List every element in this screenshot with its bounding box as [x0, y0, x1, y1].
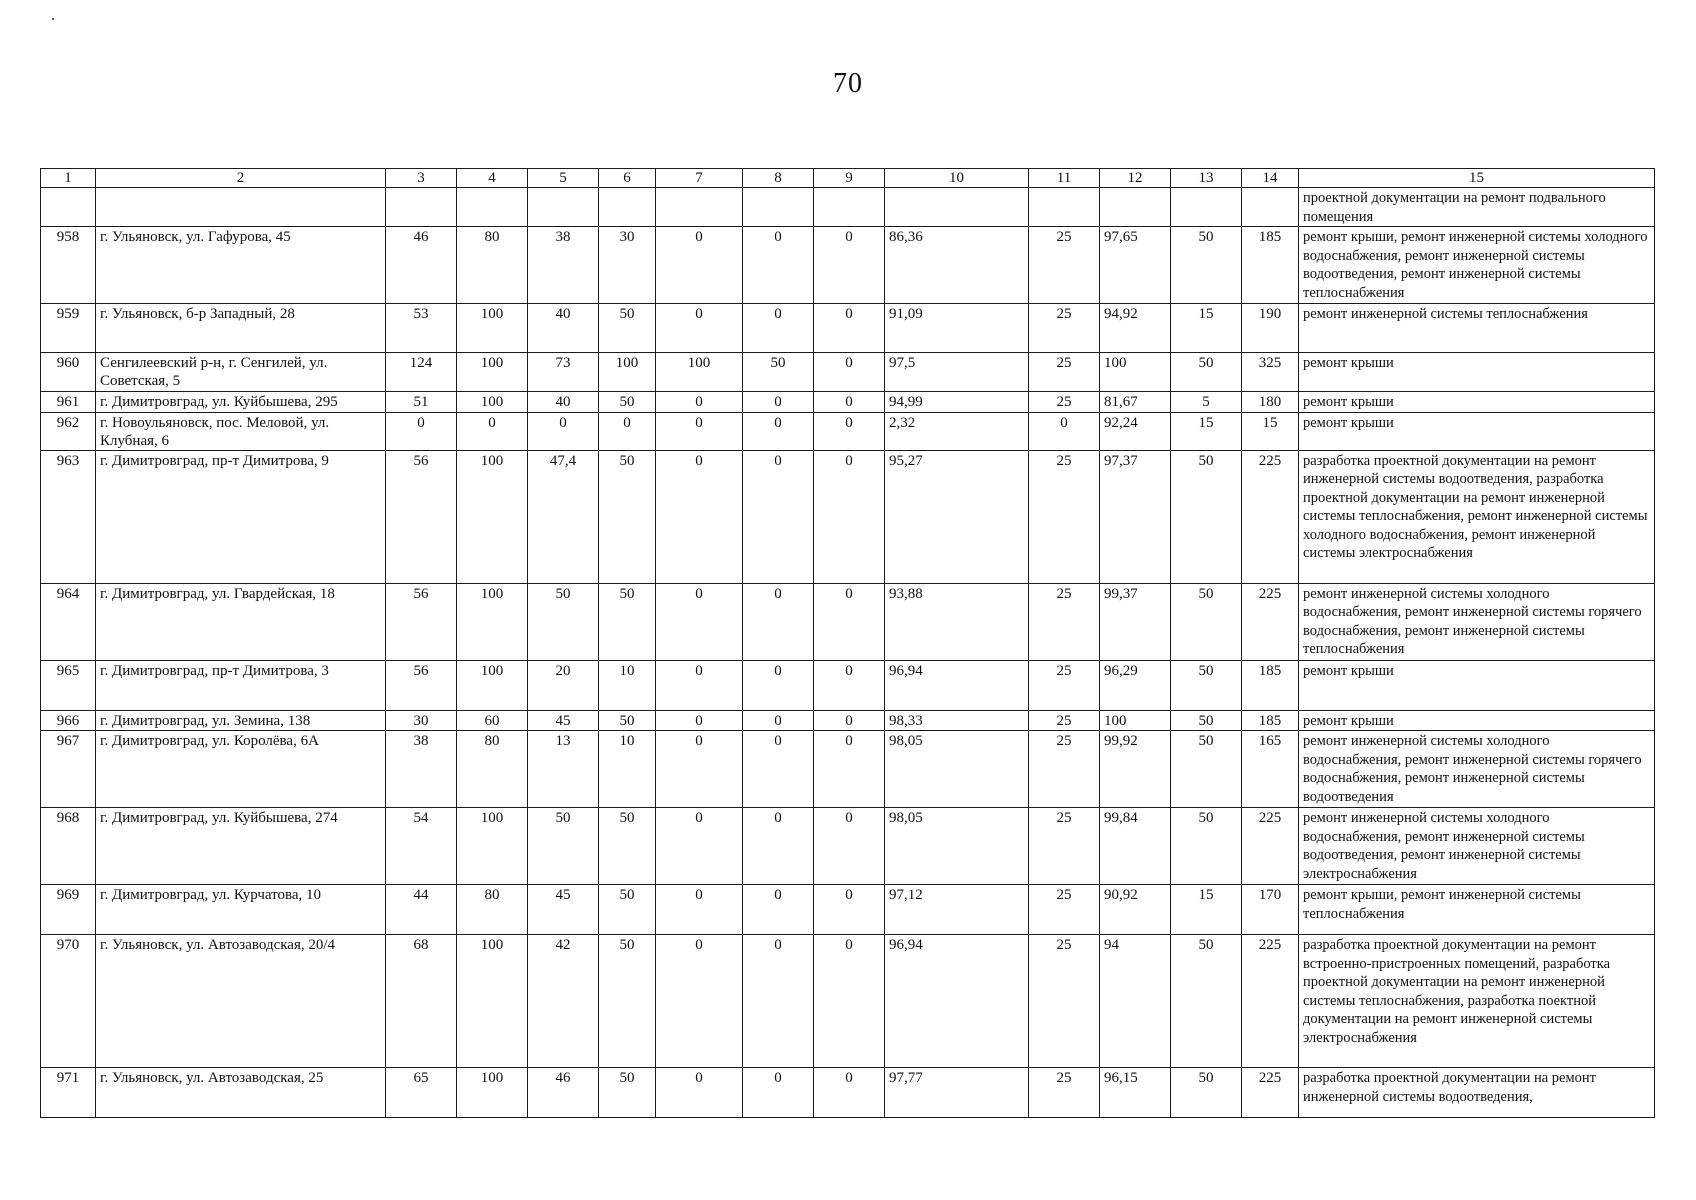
table-row [41, 731, 1655, 808]
value-cell: 94 [1100, 935, 1171, 1068]
value-cell: 0 [814, 1068, 885, 1118]
address-cell: г. Димитровград, ул. Земина, 138 [96, 710, 386, 731]
row-number-cell: 962 [41, 412, 96, 450]
value-cell: 25 [1029, 304, 1100, 353]
value-cell: 60 [457, 710, 528, 731]
work-type-cell: разработка проектной документации на ремонт встроенно-пристроенных помещений, разработка проектной документации на ремонт инженерной системы теплоснабжения, разработка поектной документации на ремонт инженерной системы электроснабжения [1299, 935, 1655, 1068]
value-cell: 0 [743, 304, 814, 353]
address-cell: г. Димитровград, пр-т Димитрова, 3 [96, 660, 386, 710]
value-cell: 50 [1171, 935, 1242, 1068]
value-cell: 45 [528, 885, 599, 935]
work-type-cell: ремонт инженерной системы теплоснабжения [1299, 304, 1655, 353]
work-type-cell: ремонт крыши [1299, 353, 1655, 392]
value-cell: 0 [814, 885, 885, 935]
column-number-1: 1 [41, 169, 96, 188]
value-cell: 100 [457, 450, 528, 583]
value-cell: 225 [1242, 1068, 1299, 1118]
table-row [41, 935, 1655, 1068]
value-cell: 53 [386, 304, 457, 353]
value-cell: 50 [743, 353, 814, 392]
value-cell: 100 [457, 660, 528, 710]
table-row [41, 304, 1655, 353]
value-cell: 0 [743, 935, 814, 1068]
value-cell: 50 [599, 304, 656, 353]
address-cell: Сенгилеевский р-н, г. Сенгилей, ул. Советская, 5 [96, 353, 386, 392]
value-cell [814, 188, 885, 227]
value-cell: 50 [1171, 450, 1242, 583]
value-cell: 15 [1171, 412, 1242, 450]
address-cell: г. Димитровград, ул. Курчатова, 10 [96, 885, 386, 935]
value-cell [457, 188, 528, 227]
value-cell: 0 [743, 885, 814, 935]
address-cell: г. Ульяновск, ул. Автозаводская, 20/4 [96, 935, 386, 1068]
value-cell: 0 [814, 353, 885, 392]
value-cell [528, 188, 599, 227]
value-cell: 96,94 [885, 660, 1029, 710]
value-cell: 54 [386, 808, 457, 885]
row-number-cell: 968 [41, 808, 96, 885]
value-cell: 170 [1242, 885, 1299, 935]
address-cell: г. Димитровград, ул. Куйбышева, 274 [96, 808, 386, 885]
value-cell: 25 [1029, 353, 1100, 392]
value-cell: 13 [528, 731, 599, 808]
value-cell: 0 [656, 412, 743, 450]
value-cell: 50 [599, 392, 656, 413]
value-cell [1171, 188, 1242, 227]
table-row [41, 1068, 1655, 1118]
value-cell: 73 [528, 353, 599, 392]
value-cell [599, 188, 656, 227]
value-cell: 38 [528, 227, 599, 304]
column-number-6: 6 [599, 169, 656, 188]
value-cell: 100 [457, 808, 528, 885]
value-cell: 38 [386, 731, 457, 808]
value-cell: 96,94 [885, 935, 1029, 1068]
row-number-cell: 970 [41, 935, 96, 1068]
value-cell: 0 [814, 392, 885, 413]
value-cell: 94,92 [1100, 304, 1171, 353]
value-cell: 99,92 [1100, 731, 1171, 808]
value-cell: 50 [599, 885, 656, 935]
value-cell: 30 [599, 227, 656, 304]
row-number-cell: 958 [41, 227, 96, 304]
work-type-cell: ремонт инженерной системы холодного водоснабжения, ремонт инженерной системы горячего водоснабжения, ремонт инженерной системы водоотведения [1299, 731, 1655, 808]
row-number-cell: 961 [41, 392, 96, 413]
table-row [41, 227, 1655, 304]
value-cell: 0 [743, 583, 814, 660]
column-number-11: 11 [1029, 169, 1100, 188]
value-cell: 50 [528, 583, 599, 660]
row-number-cell: 967 [41, 731, 96, 808]
value-cell: 50 [1171, 710, 1242, 731]
value-cell [1242, 188, 1299, 227]
value-cell [743, 188, 814, 227]
address-cell: г. Ульяновск, ул. Автозаводская, 25 [96, 1068, 386, 1118]
value-cell: 50 [599, 583, 656, 660]
value-cell: 98,05 [885, 731, 1029, 808]
value-cell: 98,33 [885, 710, 1029, 731]
value-cell: 185 [1242, 660, 1299, 710]
value-cell: 56 [386, 583, 457, 660]
value-cell [885, 188, 1029, 227]
value-cell: 50 [1171, 731, 1242, 808]
value-cell: 42 [528, 935, 599, 1068]
value-cell: 0 [743, 1068, 814, 1118]
value-cell: 97,65 [1100, 227, 1171, 304]
value-cell: 10 [599, 731, 656, 808]
value-cell: 50 [528, 808, 599, 885]
value-cell: 0 [814, 412, 885, 450]
column-number-3: 3 [386, 169, 457, 188]
value-cell: 100 [656, 353, 743, 392]
value-cell: 80 [457, 731, 528, 808]
value-cell: 0 [656, 583, 743, 660]
value-cell: 40 [528, 304, 599, 353]
table-row [41, 450, 1655, 583]
value-cell: 0 [656, 450, 743, 583]
value-cell: 0 [743, 227, 814, 304]
value-cell: 47,4 [528, 450, 599, 583]
value-cell: 25 [1029, 731, 1100, 808]
work-type-cell: проектной документации на ремонт подвального помещения [1299, 188, 1655, 227]
value-cell: 95,27 [885, 450, 1029, 583]
work-type-cell: ремонт крыши [1299, 660, 1655, 710]
table-row [41, 412, 1655, 450]
address-cell: г. Ульяновск, ул. Гафурова, 45 [96, 227, 386, 304]
value-cell: 50 [1171, 227, 1242, 304]
address-cell [96, 188, 386, 227]
value-cell: 86,36 [885, 227, 1029, 304]
value-cell: 50 [1171, 660, 1242, 710]
value-cell: 15 [1171, 304, 1242, 353]
value-cell: 0 [743, 412, 814, 450]
value-cell: 0 [814, 227, 885, 304]
value-cell: 40 [528, 392, 599, 413]
value-cell: 124 [386, 353, 457, 392]
value-cell: 0 [528, 412, 599, 450]
value-cell: 225 [1242, 935, 1299, 1068]
value-cell: 20 [528, 660, 599, 710]
value-cell: 0 [656, 227, 743, 304]
value-cell: 0 [656, 1068, 743, 1118]
value-cell: 97,12 [885, 885, 1029, 935]
table-row [41, 392, 1655, 413]
value-cell: 10 [599, 660, 656, 710]
value-cell: 2,32 [885, 412, 1029, 450]
table-row [41, 188, 1655, 227]
value-cell: 0 [814, 583, 885, 660]
value-cell: 0 [814, 304, 885, 353]
repair-schedule-table [40, 168, 1655, 1118]
column-number-10: 10 [885, 169, 1029, 188]
table-row [41, 660, 1655, 710]
value-cell: 0 [814, 710, 885, 731]
value-cell: 225 [1242, 450, 1299, 583]
work-type-cell: ремонт крыши [1299, 392, 1655, 413]
table-row [41, 808, 1655, 885]
column-number-14: 14 [1242, 169, 1299, 188]
value-cell: 65 [386, 1068, 457, 1118]
value-cell: 96,29 [1100, 660, 1171, 710]
value-cell: 180 [1242, 392, 1299, 413]
column-number-7: 7 [656, 169, 743, 188]
value-cell: 0 [656, 392, 743, 413]
value-cell: 30 [386, 710, 457, 731]
page-number: 70 [833, 68, 863, 99]
value-cell: 0 [743, 731, 814, 808]
value-cell [386, 188, 457, 227]
value-cell: 185 [1242, 710, 1299, 731]
value-cell: 100 [457, 1068, 528, 1118]
address-cell: г. Димитровград, ул. Куйбышева, 295 [96, 392, 386, 413]
value-cell: 25 [1029, 1068, 1100, 1118]
value-cell: 0 [814, 935, 885, 1068]
column-number-15: 15 [1299, 169, 1655, 188]
address-cell: г. Димитровград, пр-т Димитрова, 9 [96, 450, 386, 583]
column-number-5: 5 [528, 169, 599, 188]
value-cell: 50 [599, 935, 656, 1068]
value-cell: 90,92 [1100, 885, 1171, 935]
value-cell: 185 [1242, 227, 1299, 304]
value-cell: 81,67 [1100, 392, 1171, 413]
value-cell: 25 [1029, 885, 1100, 935]
table-row [41, 353, 1655, 392]
value-cell: 225 [1242, 808, 1299, 885]
row-number-cell [41, 188, 96, 227]
value-cell: 0 [656, 710, 743, 731]
value-cell: 93,88 [885, 583, 1029, 660]
value-cell: 100 [1100, 710, 1171, 731]
row-number-cell: 965 [41, 660, 96, 710]
value-cell [1029, 188, 1100, 227]
value-cell: 325 [1242, 353, 1299, 392]
value-cell: 0 [1029, 412, 1100, 450]
value-cell: 25 [1029, 583, 1100, 660]
value-cell: 100 [457, 304, 528, 353]
work-type-cell: разработка проектной документации на ремонт инженерной системы водоотведения, [1299, 1068, 1655, 1118]
value-cell: 56 [386, 660, 457, 710]
value-cell: 50 [1171, 1068, 1242, 1118]
value-cell: 0 [656, 731, 743, 808]
value-cell: 0 [743, 808, 814, 885]
value-cell: 190 [1242, 304, 1299, 353]
value-cell: 0 [457, 412, 528, 450]
value-cell: 0 [743, 710, 814, 731]
row-number-cell: 959 [41, 304, 96, 353]
work-type-cell: ремонт инженерной системы холодного водоснабжения, ремонт инженерной системы водоотведения, ремонт инженерной системы электроснабжения [1299, 808, 1655, 885]
value-cell: 99,84 [1100, 808, 1171, 885]
work-type-cell: ремонт крыши, ремонт инженерной системы теплоснабжения [1299, 885, 1655, 935]
value-cell: 94,99 [885, 392, 1029, 413]
value-cell: 0 [656, 808, 743, 885]
value-cell: 25 [1029, 808, 1100, 885]
value-cell: 44 [386, 885, 457, 935]
column-number-13: 13 [1171, 169, 1242, 188]
address-cell: г. Ульяновск, б-р Западный, 28 [96, 304, 386, 353]
value-cell: 50 [599, 710, 656, 731]
value-cell: 0 [656, 660, 743, 710]
row-number-cell: 969 [41, 885, 96, 935]
address-cell: г. Новоульяновск, пос. Меловой, ул. Клубная, 6 [96, 412, 386, 450]
value-cell: 0 [814, 731, 885, 808]
row-number-cell: 963 [41, 450, 96, 583]
value-cell: 97,77 [885, 1068, 1029, 1118]
value-cell: 50 [1171, 808, 1242, 885]
row-number-cell: 964 [41, 583, 96, 660]
value-cell: 100 [457, 353, 528, 392]
value-cell [656, 188, 743, 227]
value-cell: 98,05 [885, 808, 1029, 885]
table-row [41, 583, 1655, 660]
value-cell: 99,37 [1100, 583, 1171, 660]
value-cell: 0 [386, 412, 457, 450]
value-cell: 97,5 [885, 353, 1029, 392]
value-cell: 100 [599, 353, 656, 392]
value-cell: 96,15 [1100, 1068, 1171, 1118]
row-number-cell: 966 [41, 710, 96, 731]
value-cell: 100 [457, 583, 528, 660]
value-cell: 15 [1242, 412, 1299, 450]
value-cell: 51 [386, 392, 457, 413]
column-number-4: 4 [457, 169, 528, 188]
value-cell: 0 [599, 412, 656, 450]
value-cell: 0 [743, 660, 814, 710]
value-cell: 0 [656, 304, 743, 353]
row-number-cell: 960 [41, 353, 96, 392]
value-cell: 68 [386, 935, 457, 1068]
table-row [41, 710, 1655, 731]
value-cell: 15 [1171, 885, 1242, 935]
value-cell: 0 [814, 660, 885, 710]
work-type-cell: разработка проектной документации на ремонт инженерной системы водоотведения, разработка проектной документации на ремонт инженерной системы теплоснабжения, ремонт инженерной системы холодного водоснабжения, ремонт инженерной системы электроснабжения [1299, 450, 1655, 583]
value-cell: 80 [457, 227, 528, 304]
work-type-cell: ремонт крыши [1299, 412, 1655, 450]
value-cell: 46 [528, 1068, 599, 1118]
value-cell: 50 [599, 1068, 656, 1118]
value-cell: 0 [743, 450, 814, 583]
address-cell: г. Димитровград, ул. Королёва, 6А [96, 731, 386, 808]
value-cell: 165 [1242, 731, 1299, 808]
value-cell: 25 [1029, 392, 1100, 413]
value-cell: 50 [599, 808, 656, 885]
value-cell: 25 [1029, 660, 1100, 710]
work-type-cell: ремонт инженерной системы холодного водоснабжения, ремонт инженерной системы горячего водоснабжения, ремонт инженерной системы теплоснабжения [1299, 583, 1655, 660]
value-cell: 0 [814, 450, 885, 583]
value-cell: 5 [1171, 392, 1242, 413]
scan-artifact-dot [52, 18, 54, 20]
column-number-8: 8 [743, 169, 814, 188]
value-cell: 50 [1171, 583, 1242, 660]
row-number-cell: 971 [41, 1068, 96, 1118]
value-cell: 46 [386, 227, 457, 304]
value-cell: 80 [457, 885, 528, 935]
value-cell: 0 [656, 885, 743, 935]
value-cell: 100 [457, 935, 528, 1068]
value-cell: 25 [1029, 450, 1100, 583]
value-cell: 92,24 [1100, 412, 1171, 450]
column-number-2: 2 [96, 169, 386, 188]
column-number-12: 12 [1100, 169, 1171, 188]
value-cell: 25 [1029, 227, 1100, 304]
value-cell: 91,09 [885, 304, 1029, 353]
value-cell: 45 [528, 710, 599, 731]
value-cell [1100, 188, 1171, 227]
value-cell: 225 [1242, 583, 1299, 660]
value-cell: 0 [656, 935, 743, 1068]
column-number-9: 9 [814, 169, 885, 188]
value-cell: 50 [1171, 353, 1242, 392]
value-cell: 0 [814, 808, 885, 885]
value-cell: 25 [1029, 710, 1100, 731]
value-cell: 56 [386, 450, 457, 583]
work-type-cell: ремонт крыши [1299, 710, 1655, 731]
address-cell: г. Димитровград, ул. Гвардейская, 18 [96, 583, 386, 660]
work-type-cell: ремонт крыши, ремонт инженерной системы холодного водоснабжения, ремонт инженерной системы водоотведения, ремонт инженерной системы теплоснабжения [1299, 227, 1655, 304]
value-cell: 100 [1100, 353, 1171, 392]
value-cell: 100 [457, 392, 528, 413]
value-cell: 97,37 [1100, 450, 1171, 583]
table-header-row [41, 169, 1655, 188]
value-cell: 0 [743, 392, 814, 413]
table-row [41, 885, 1655, 935]
value-cell: 50 [599, 450, 656, 583]
value-cell: 25 [1029, 935, 1100, 1068]
